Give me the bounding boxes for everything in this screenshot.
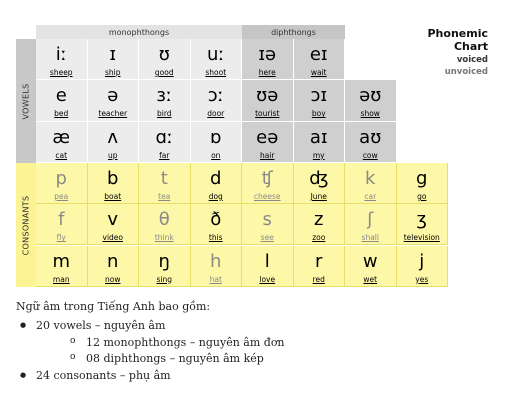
example-word: zoo <box>312 233 326 243</box>
example-word: yes <box>415 274 429 284</box>
diphthong-cell <box>345 80 397 121</box>
consonant-cell <box>191 163 243 204</box>
monophthong-cell <box>139 122 191 163</box>
consonant-cell <box>36 204 88 245</box>
example-word: love <box>259 274 276 284</box>
consonants-label: CONSONANTS <box>21 195 31 255</box>
example-word: my <box>312 150 325 160</box>
phoneme-symbol: ɪ <box>109 44 117 65</box>
diphthong-cell <box>242 122 294 163</box>
example-word: teacher <box>98 109 128 119</box>
diphthong-cell <box>345 122 397 163</box>
legend-voiced: voiced <box>456 55 488 65</box>
phoneme-symbol: w <box>362 250 378 272</box>
example-word: sing <box>156 274 172 284</box>
monophthong-cell <box>36 122 88 163</box>
vowels-label: VOWELS <box>21 83 31 119</box>
list-item-diphthongs: o 08 diphthongs – nguyên âm kép <box>86 352 264 365</box>
monophthong-cell <box>139 39 191 80</box>
consonants-side-label <box>16 163 36 287</box>
diphthong-cell <box>294 39 346 80</box>
phoneme-symbol: m <box>52 250 71 272</box>
example-word: up <box>107 150 118 160</box>
example-word: boat <box>104 191 122 201</box>
phoneme-symbol: aɪ <box>309 126 328 148</box>
example-word: ship <box>104 68 121 77</box>
consonant-cell <box>294 246 346 287</box>
monophthong-cell <box>36 80 88 121</box>
phoneme-symbol: θ <box>158 209 170 231</box>
phoneme-symbol: ŋ <box>158 250 170 272</box>
example-word: cat <box>55 150 68 160</box>
example-word: this <box>208 233 223 243</box>
phoneme-symbol: f <box>58 209 65 231</box>
example-word: bed <box>54 109 69 119</box>
phoneme-symbol: ɔɪ <box>310 85 328 107</box>
phoneme-symbol: əʊ <box>359 85 382 107</box>
example-word: sheep <box>49 68 73 77</box>
consonant-cell <box>397 246 449 287</box>
example-word: television <box>403 233 440 243</box>
example-word: door <box>207 109 225 119</box>
phoneme-symbol: z <box>314 209 324 231</box>
example-word: video <box>102 233 123 243</box>
phoneme-symbol: v <box>107 209 119 231</box>
phoneme-symbol: k <box>365 167 376 189</box>
vowels-side-label <box>16 39 36 163</box>
example-word: pea <box>54 191 69 201</box>
example-word: tourist <box>255 109 280 119</box>
phoneme-symbol: ɜː <box>156 85 173 107</box>
example-word: man <box>52 274 70 284</box>
phoneme-symbol: ʌ <box>107 126 119 148</box>
phoneme-symbol: s <box>262 209 272 231</box>
phoneme-symbol: ɒ <box>210 126 222 148</box>
consonant-cell <box>242 204 294 245</box>
legend-title: Phonemic Chart <box>427 27 488 53</box>
example-word: dog <box>208 191 223 201</box>
consonant-cell <box>36 246 88 287</box>
monophthong-cell <box>191 80 243 121</box>
example-word: cow <box>362 150 378 160</box>
consonant-cell <box>345 204 397 245</box>
example-word: car <box>364 191 377 201</box>
diphthong-cell <box>242 80 294 121</box>
consonant-cell <box>139 163 191 204</box>
phoneme-symbol: ð <box>210 209 222 231</box>
example-word: here <box>258 68 276 77</box>
diphthongs-header: diphthongs <box>242 25 345 39</box>
monophthong-cell <box>88 122 140 163</box>
example-word: good <box>154 68 174 77</box>
monophthong-cell <box>36 39 88 80</box>
phoneme-symbol: d <box>210 167 222 189</box>
phoneme-symbol: eɪ <box>309 44 328 65</box>
consonant-cell <box>88 163 140 204</box>
consonant-cell <box>397 204 449 245</box>
phoneme-symbol: b <box>107 167 119 189</box>
phoneme-symbol: ʊ <box>158 44 170 65</box>
phoneme-symbol: e <box>55 85 67 107</box>
consonant-cell <box>242 246 294 287</box>
list-item-vowels: ● 20 vowels – nguyên âm <box>36 319 165 332</box>
example-word: wait <box>310 68 327 77</box>
list-item-consonants: ● 24 consonants – phụ âm <box>36 369 171 382</box>
example-word: far <box>159 150 170 160</box>
consonant-cell <box>139 204 191 245</box>
phoneme-symbol: p <box>55 167 67 189</box>
diphthong-cell <box>294 80 346 121</box>
phoneme-symbol: g <box>416 167 428 189</box>
example-word: tea <box>158 191 171 201</box>
consonant-cell <box>36 163 88 204</box>
phoneme-symbol: ʊə <box>256 85 279 107</box>
example-word: boy <box>311 109 326 119</box>
example-word: cheese <box>253 191 281 201</box>
phoneme-symbol: ʧ <box>261 167 273 189</box>
phoneme-symbol: ə <box>107 85 119 107</box>
phoneme-symbol: n <box>107 250 119 272</box>
monophthong-cell <box>88 39 140 80</box>
example-word: shoot <box>205 68 227 77</box>
consonant-cell <box>88 204 140 245</box>
phoneme-symbol: t <box>160 167 168 189</box>
phoneme-symbol: l <box>264 250 270 272</box>
phoneme-symbol: uː <box>207 44 225 65</box>
example-word: on <box>211 150 221 160</box>
consonant-cell <box>139 246 191 287</box>
example-word: hat <box>209 274 222 284</box>
notes-intro: Ngữ âm trong Tiếng Anh bao gồm: <box>16 300 211 313</box>
phoneme-symbol: eə <box>256 126 279 148</box>
monophthong-cell <box>88 80 140 121</box>
example-word: hair <box>259 150 275 160</box>
monophthongs-header: monophthongs <box>36 25 242 39</box>
consonant-cell <box>294 163 346 204</box>
phoneme-symbol: æ <box>52 126 71 148</box>
phoneme-symbol: ɔː <box>207 85 224 107</box>
example-word: June <box>310 191 327 201</box>
phoneme-symbol: iː <box>55 44 67 65</box>
consonant-cell <box>345 246 397 287</box>
phoneme-symbol: ʒ <box>416 209 427 231</box>
phoneme-symbol: r <box>315 250 323 272</box>
example-word: show <box>360 109 380 119</box>
diphthong-cell <box>294 122 346 163</box>
consonant-cell <box>345 163 397 204</box>
diphthong-cell <box>242 39 294 80</box>
monophthong-cell <box>139 80 191 121</box>
consonant-cell <box>191 204 243 245</box>
example-word: fly <box>56 233 66 243</box>
consonant-cell <box>397 163 449 204</box>
consonant-cell <box>88 246 140 287</box>
phonemic-chart <box>16 25 492 287</box>
consonant-cell <box>191 246 243 287</box>
monophthong-cell <box>191 122 243 163</box>
monophthong-cell <box>191 39 243 80</box>
legend-unvoiced: unvoiced <box>444 67 488 77</box>
phoneme-symbol: j <box>419 250 425 272</box>
example-word: see <box>260 233 274 243</box>
phoneme-symbol: ɪə <box>258 44 277 65</box>
example-word: think <box>154 233 174 243</box>
example-word: go <box>417 191 427 201</box>
phoneme-symbol: h <box>210 250 222 272</box>
list-item-monophthongs: o 12 monophthongs – nguyên âm đơn <box>86 336 285 349</box>
example-word: red <box>312 274 325 284</box>
consonant-cell <box>294 204 346 245</box>
consonant-cell <box>242 163 294 204</box>
phoneme-symbol: ɑː <box>155 126 173 148</box>
phoneme-symbol: ʤ <box>309 167 329 189</box>
example-word: now <box>105 274 121 284</box>
example-word: wet <box>363 274 378 284</box>
phoneme-symbol: ʃ <box>367 209 374 231</box>
example-word: shall <box>361 233 379 243</box>
example-word: bird <box>156 109 172 119</box>
phoneme-symbol: aʊ <box>359 126 382 148</box>
